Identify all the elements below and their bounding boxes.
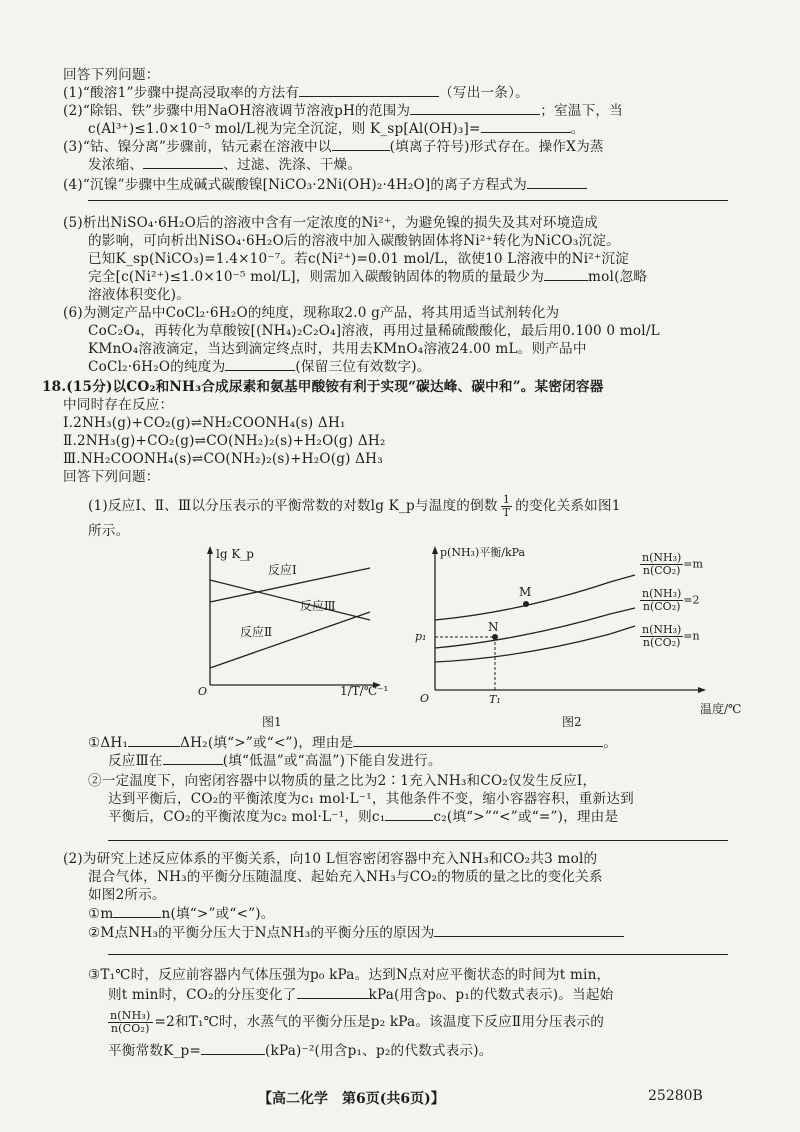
q18-2-l2: 混合气体，NH₃的平衡分压随温度、起始充入NH₃与CO₂的物质的量之比的变化关系 [88,869,603,885]
q17-5: (5)析出NiSO₄·6H₂O后的溶液中含有一定浓度的Ni²⁺，为避免镍的损失及其对环境造成 [63,215,599,231]
fig2-label-m: M [519,585,532,599]
q18-2: (2)为研究上述反应体系的平衡关系，向10 L恒容密闭容器中充入NH₃和CO₂共3 mol的 [63,851,598,867]
figure-1 [180,540,385,700]
q18-2-c-l3: $\frac{\text{n(NH₃)}}{\text{n(CO₂)}}$ =2和T₁℃时，水蒸气的平衡分压是p₂ kPa。该温度下反应Ⅱ用分压表示的 [110,1009,605,1035]
q18-stem-l2: 中同时存在反应： [63,397,174,413]
q18-1-b-l3: 平衡后，CO₂的平衡浓度为c₂ mol·L⁻¹，则c₁ c₂(填“>”“<”或“=”)，理由是 [108,809,619,825]
q17-5-l3: 已知K_sp(NiCO₃)=1.4×10⁻⁷。若c(Ni²⁺)=0.01 mol/L，欲使10 L溶液中的Ni²⁺沉淀 [88,251,629,267]
q17-6: (6)为测定产品中CoCl₂·6H₂O的纯度，现称取2.0 g产品，将其用适当试剂转化为 [63,305,560,321]
q18-2-c: ③T₁℃时，反应前容器内气体压强为p₀ kPa。达到N点对应平衡状态的时间为t min， [88,967,611,983]
answer-line [108,840,728,841]
fig2-origin: O [420,692,430,705]
fig2-y-label: p(NH₃)平衡/kPa [440,546,526,559]
fig1-caption: 图1 [262,715,282,729]
q18-1-a: ①ΔH₁ ΔH₂(填“>”或“<”)，理由是 。 [88,735,618,751]
q18-1-b: ②一定温度下，向密闭容器中以物质的量之比为2∶1充入NH₃和CO₂仅发生反应Ⅰ， [88,773,597,789]
fig2-caption: 图2 [562,715,582,729]
q17-2: (2)“除铝、铁”步骤中用NaOH溶液调节溶液pH的范围为 ；室温下，当 [63,103,623,119]
fig2-x-arrow [698,687,706,693]
q17-3-cont: 发浓缩、 、过滤、洗涤、干燥。 [88,157,362,173]
fig1-label-2: 反应Ⅱ [240,625,273,639]
fig2-curve-2 [435,608,635,648]
fig2-label-n: N [488,620,499,634]
fig1-y-arrow [207,546,213,554]
q17-6-l3: KMnO₄溶液滴定，当达到滴定终点时，共用去KMnO₄溶液24.00 mL。则产品中 [88,341,587,357]
q17-5-l2: 的影响，可向析出NiSO₄·6H₂O后的溶液中加入碳酸钠固体将Ni²⁺转化为NiCO₃沉淀。 [88,233,620,249]
page-footer: 【高二化学 第6页(共6页)】 [258,1091,445,1107]
answer-line [108,954,728,955]
fig1-curve-3 [210,580,370,620]
q18-2-a: ①m n(填“>”或“<”)。 [88,906,275,922]
q18-1-cont: 所示。 [88,523,130,539]
fig2-curve-label-m: $\frac{\text{n(NH₃)}}{\text{n(CO₂)}}$ =m [642,551,703,577]
q17-1: (1)“酸溶1”步骤中提高浸取率的方法有 （写出一条）。 [63,85,529,101]
fig2-y-arrow [432,546,438,554]
fig1-x-label: 1/T/℃⁻¹ [340,684,389,698]
answer-prompt-2: 回答下列问题： [63,469,160,485]
q17-6-l2: CoC₂O₄，再转化为草酸铵[(NH₄)₂C₂O₄]溶液，再用过量稀硫酸酸化，最后用0.100 0 mol/L [88,323,660,339]
fig2-point-m [523,601,529,607]
q17-5-l5: 溶液体积变化)。 [88,287,191,303]
fig2-x-label: 温度/℃ [700,702,742,716]
q18-1-a-cont: 反应Ⅲ在 (填“低温”或“高温”)下能自发进行。 [108,753,442,769]
inverse-t-fraction: $\frac{1}{T}$ [502,493,511,519]
q18-2-c-l4: 平衡常数K_p= (kPa)⁻²(用含p₁、p₂的代数式表示)。 [108,1043,493,1059]
fig2-curve-label-n: $\frac{\text{n(NH₃)}}{\text{n(CO₂)}}$ =n [642,623,700,649]
fig1-y-label: lg K_p [216,547,254,561]
reaction-2: Ⅱ.2NH₃(g)+CO₂(g)⇌CO(NH₂)₂(s)+H₂O(g) ΔH₂ [63,433,386,449]
answer-prompt: 回答下列问题： [63,67,160,83]
q18-2-c-l2: 则t min时，CO₂的分压变化了 kPa(用含p₀、p₁的代数式表示)。当起始 [108,987,614,1003]
fig1-curve-2 [210,612,370,668]
q18-2-l3: 如图2所示。 [88,887,166,903]
q17-4: (4)“沉镍”步骤中生成碱式碳酸镍[NiCO₃·2Ni(OH)₂·4H₂O]的离子方程式为 [63,176,587,194]
exam-code: 25280B [648,1088,703,1104]
fig1-origin: O [198,685,208,698]
q18-2-b: ②M点NH₃的平衡分压大于N点NH₃的平衡分压的原因为 [88,924,624,942]
fig2-curve-label-2: $\frac{\text{n(NH₃)}}{\text{n(CO₂)}}$ =2 [642,587,700,613]
answer-line [88,200,728,201]
fig2-p1-label: p₁ [415,630,427,643]
q17-6-l4: CoCl₂·6H₂O的纯度为 (保留三位有效数字)。 [88,359,431,375]
fig2-curve-m [435,575,635,620]
fig1-label-1: 反应Ⅰ [268,563,297,577]
reaction-1: Ⅰ.2NH₃(g)+CO₂(g)⇌NH₂COONH₄(s) ΔH₁ [63,415,346,431]
reaction-3: Ⅲ.NH₂COONH₄(s)⇌CO(NH₂)₂(s)+H₂O(g) ΔH₃ [63,451,383,467]
q17-3: (3)“钴、镍分离”步骤前，钴元素在溶液中以 (填离子符号)形式存在。操作X为蒸 [63,139,604,155]
q18-1-b-l2: 达到平衡后，CO₂的平衡浓度为c₁ mol·L⁻¹，其他条件不变，缩小容器容积，重新达到 [108,791,634,807]
q18-1: (1)反应Ⅰ、Ⅱ、Ⅲ以分压表示的平衡常数的对数lg K_p与温度的倒数 $\frac{1}{T}$ 的变化关系如图1 [88,493,621,519]
q17-5-l4: 完全[c(Ni²⁺)≤1.0×10⁻⁵ mol/L]，则需加入碳酸钠固体的物质的量最少为 mol(忽略 [88,269,648,285]
q18-stem: 18.(15分)以CO₂和NH₃合成尿素和氨基甲酸铵有利于实现“碳达峰、碳中和”。某密闭容器 [42,379,604,395]
fig2-t1-label: T₁ [489,693,501,705]
q17-2-cont: c(Al³⁺)≤1.0×10⁻⁵ mol/L视为完全沉淀，则 K_sp[Al(OH)₃]= 。 [88,121,585,137]
ratio-fraction: $\frac{\text{n(NH₃)}}{\text{n(CO₂)}}$ [110,1009,151,1035]
fig1-label-3: 反应Ⅲ [300,599,336,613]
